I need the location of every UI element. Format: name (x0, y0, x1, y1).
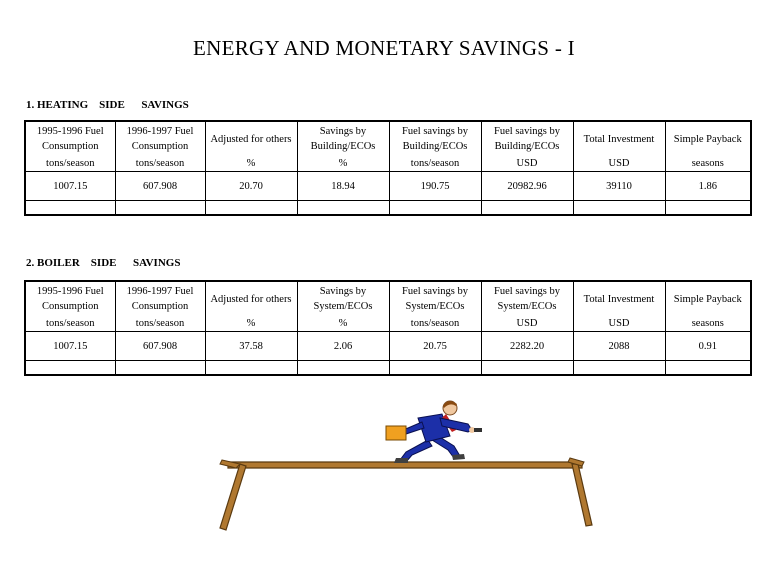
unit-cell: tons/season (115, 156, 205, 172)
header-cell: Simple Payback (665, 121, 751, 156)
value-cell: 39110 (573, 172, 665, 201)
section-heading-boiler: 2. BOILER SIDE SAVINGS (26, 257, 181, 269)
value-cell: 20982.96 (481, 172, 573, 201)
unit-cell: % (297, 156, 389, 172)
table-row (25, 332, 751, 361)
value-cell: 2088 (573, 332, 665, 361)
value-cell: 1007.15 (25, 172, 115, 201)
header-cell: 1996-1997 Fuel Consumption (115, 121, 205, 156)
header-cell: Total Investment (573, 281, 665, 316)
unit-cell: % (205, 316, 297, 332)
table-blank-row (25, 361, 751, 376)
header-cell: Adjusted for others (205, 281, 297, 316)
unit-cell: tons/season (389, 316, 481, 332)
heating-savings-table (24, 120, 752, 216)
header-cell: Adjusted for others (205, 121, 297, 156)
unit-cell: USD (481, 156, 573, 172)
table-header-row (25, 121, 751, 156)
table-blank-row (25, 201, 751, 216)
header-cell: Savings by System/ECOs (297, 281, 389, 316)
businessman-on-tightrope-icon (210, 400, 600, 540)
page-title: ENERGY AND MONETARY SAVINGS - I (193, 36, 575, 60)
value-cell: 2282.20 (481, 332, 573, 361)
header-cell: 1996-1997 Fuel Consumption (115, 281, 205, 316)
unit-cell: % (205, 156, 297, 172)
header-cell: Savings by Building/ECOs (297, 121, 389, 156)
value-cell: 1.86 (665, 172, 751, 201)
header-cell: Fuel savings by Building/ECOs (389, 121, 481, 156)
unit-cell: tons/season (389, 156, 481, 172)
unit-cell: tons/season (115, 316, 205, 332)
value-cell: 1007.15 (25, 332, 115, 361)
table-units-row (25, 316, 751, 332)
unit-cell: USD (481, 316, 573, 332)
value-cell: 607.908 (115, 332, 205, 361)
unit-cell: tons/season (25, 316, 115, 332)
unit-cell: USD (573, 316, 665, 332)
value-cell: 37.58 (205, 332, 297, 361)
unit-cell: seasons (665, 156, 751, 172)
table-row (25, 172, 751, 201)
header-cell: 1995-1996 Fuel Consumption (36, 286, 104, 312)
unit-cell: % (297, 316, 389, 332)
header-cell: Fuel savings by System/ECOs (389, 281, 481, 316)
value-cell: 607.908 (115, 172, 205, 201)
unit-cell: tons/season (25, 156, 115, 172)
value-cell: 20.70 (205, 172, 297, 201)
value-cell: 18.94 (297, 172, 389, 201)
header-cell: Simple Payback (665, 281, 751, 316)
table-units-row (25, 156, 751, 172)
section-heading-heating: 1. HEATING SIDE SAVINGS (26, 99, 189, 111)
value-cell: 0.91 (665, 332, 751, 361)
value-cell: 2.06 (297, 332, 389, 361)
header-cell: Fuel savings by System/ECOs (481, 281, 573, 316)
header-cell: 1995-1996 Fuel Consumption (36, 126, 104, 152)
header-cell: Total Investment (573, 121, 665, 156)
unit-cell: seasons (665, 316, 751, 332)
table-header-row (25, 281, 751, 316)
boiler-savings-table (24, 280, 752, 376)
unit-cell: USD (573, 156, 665, 172)
value-cell: 20.75 (389, 332, 481, 361)
header-cell: Fuel savings by Building/ECOs (481, 121, 573, 156)
value-cell: 190.75 (389, 172, 481, 201)
